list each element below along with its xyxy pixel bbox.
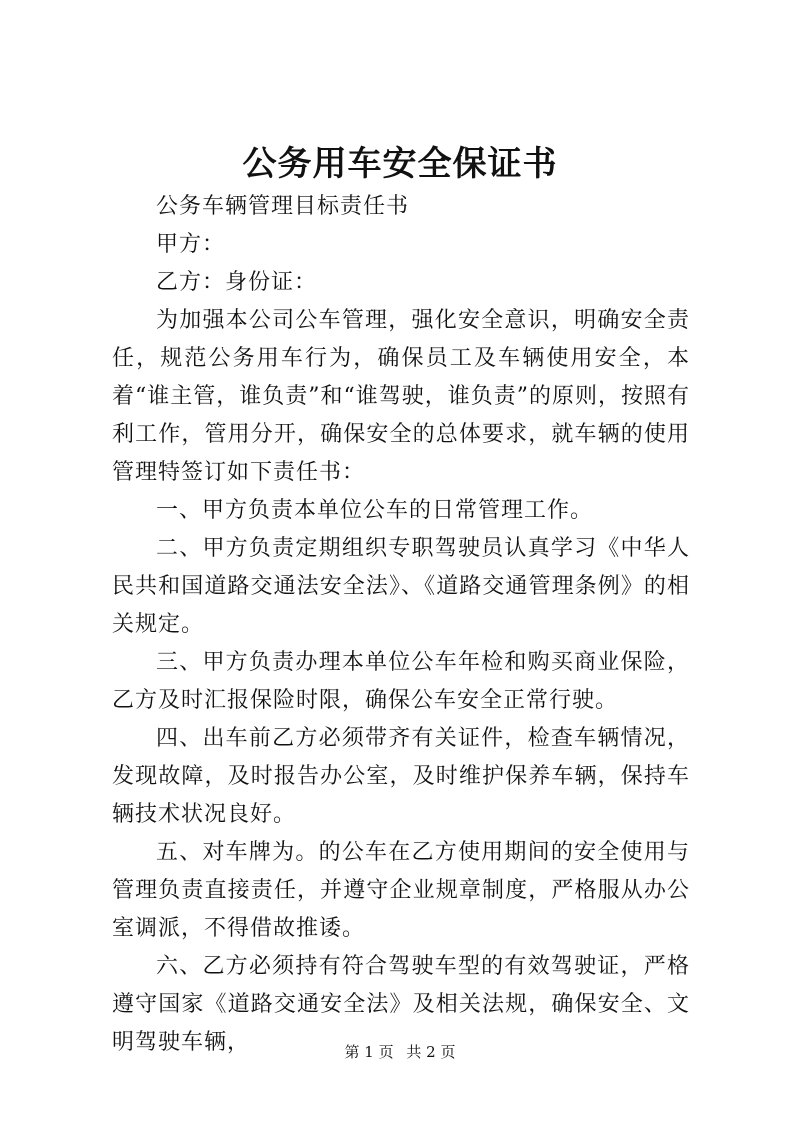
clause-1-paragraph: 一、甲方负责本单位公车的日常管理工作。: [156, 498, 594, 523]
party-b-paragraph: 乙方：身份证：: [156, 270, 318, 295]
subtitle-paragraph: 公务车辆管理目标责任书: [156, 194, 410, 219]
clause-4-paragraph: 四、出车前乙方必须带齐有关证件，检查车辆情况，发现故障，及时报告办公室，及时维护保养车辆，保持车辆技术状况良好。: [112, 726, 690, 827]
intro-paragraph: 为加强本公司公车管理，强化安全意识，明确安全责任，规范公务用车行为，确保员工及车辆使用安全，本着“谁主管，谁负责”和“谁驾驶，谁负责”的原则，按照有利工作，管用分开，确保安全的总体要求，就车辆的使用管理特签订如下责任书：: [112, 308, 690, 485]
document-body: [112, 188, 690, 1062]
document-title: 公务用车安全保证书: [242, 144, 558, 184]
clause-3-paragraph: 三、甲方负责办理本单位公车年检和购买商业保险，乙方及时汇报保险时限，确保公车安全正常行驶。: [112, 650, 690, 713]
page-current-label: 第 1 页: [344, 1043, 394, 1061]
clause-6-paragraph: 六、乙方必须持有符合驾驶车型的有效驾驶证，严格遵守国家《道路交通安全法》及相关法规，确保安全、文明驾驶车辆，: [112, 954, 690, 1055]
clause-2-paragraph: 二、甲方负责定期组织专职驾驶员认真学习《中华人民共和国道路交通法安全法》、《道路交通管理条例》的相关规定。: [112, 536, 690, 637]
clause-5-paragraph: 五、对车牌为。的公车在乙方使用期间的安全使用与管理负责直接责任，并遵守企业规章制度，严格服从办公室调派，不得借故推诿。: [112, 840, 690, 941]
party-a-paragraph: 甲方：: [156, 232, 226, 257]
page-footer: [0, 1041, 800, 1063]
page-total-label: 共 2 页: [406, 1043, 456, 1061]
